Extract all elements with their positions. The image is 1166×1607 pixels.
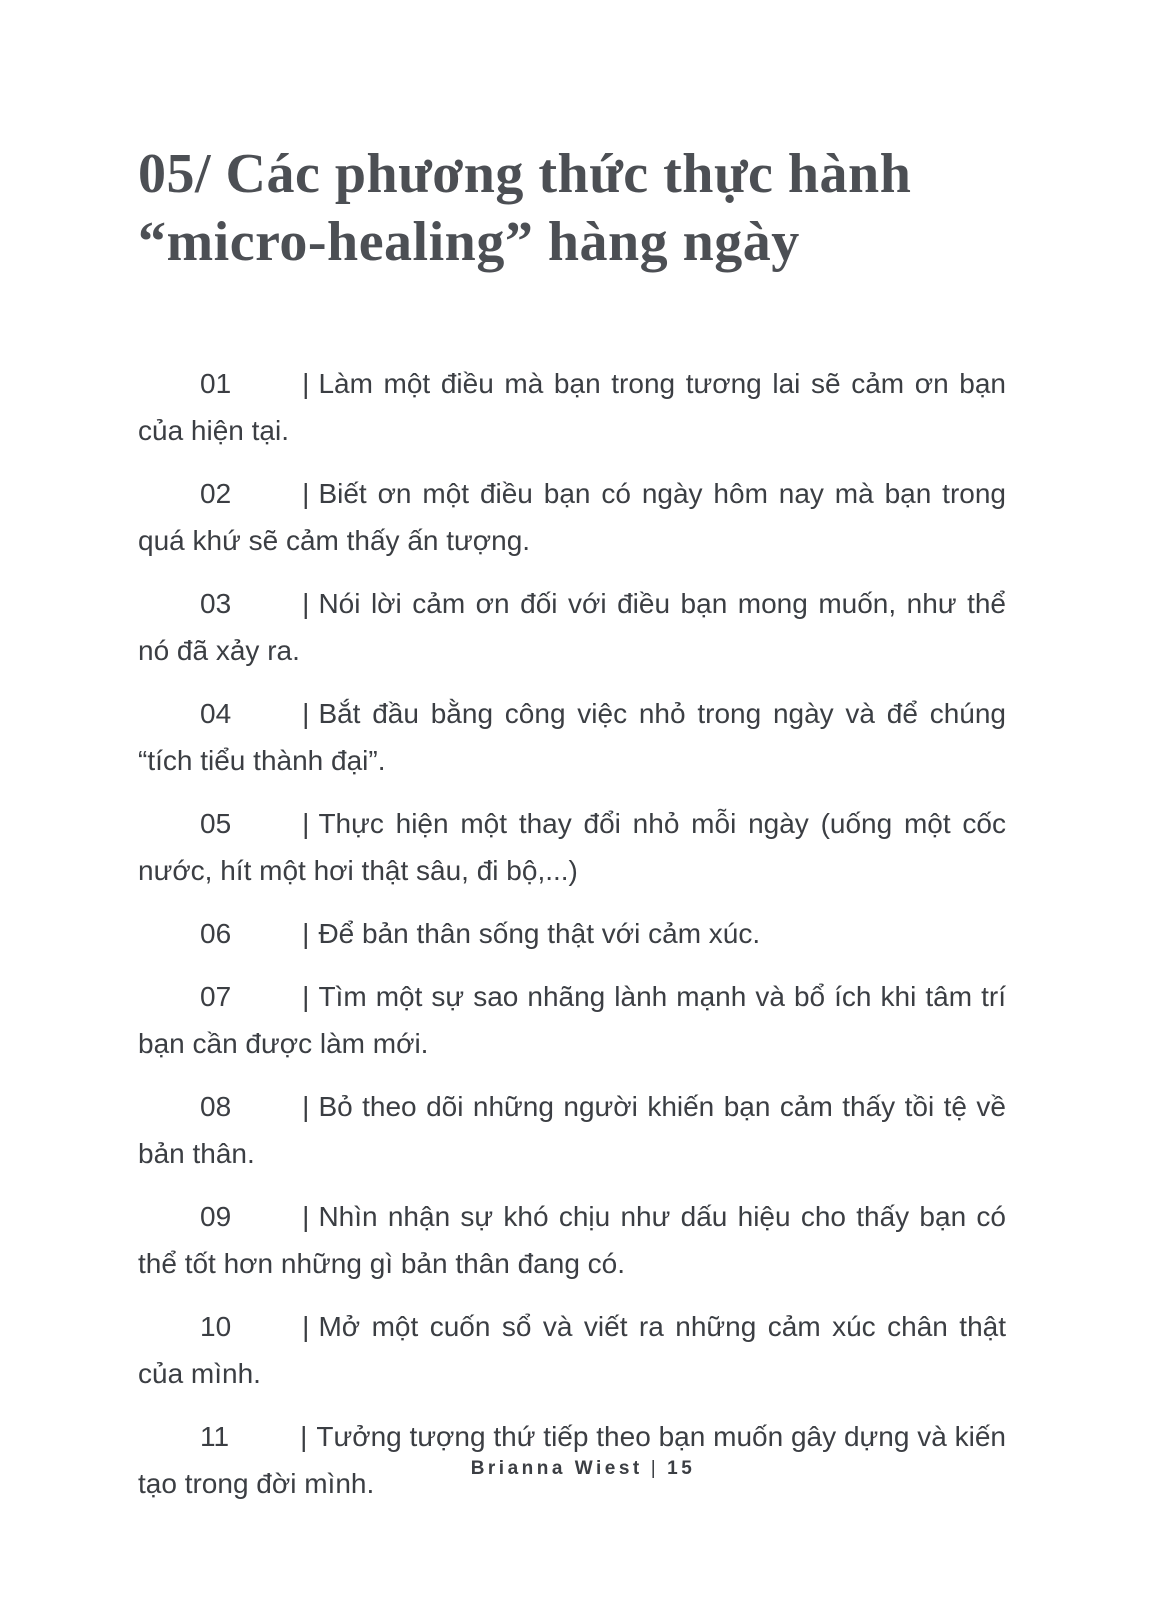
item-text: Thực hiện một thay đổi nhỏ mỗi ngày (uống một cốc nước, hít một hơi thật sâu, đi bộ,...) [138,808,1006,886]
item-separator: | [302,918,310,949]
list-item-05 [138,800,1006,894]
item-text: Nhìn nhận sự khó chịu như dấu hiệu cho thấy bạn có thể tốt hơn những gì bản thân đang có. [138,1201,1006,1279]
item-separator: | [302,1311,310,1342]
item-text: Để bản thân sống thật với cảm xúc. [318,918,761,949]
list-item-03 [138,580,1006,674]
chapter-title [138,140,1006,276]
item-text: Làm một điều mà bạn trong tương lai sẽ cảm ơn bạn của hiện tại. [138,368,1006,446]
list-item-08 [138,1083,1006,1177]
item-number: 05 [200,808,232,839]
list-item-04 [138,690,1006,784]
practice-list [138,360,1006,1507]
item-number: 09 [200,1201,232,1232]
item-number: 06 [200,918,232,949]
item-number: 02 [200,478,232,509]
item-separator: | [300,1421,308,1452]
item-text: Mở một cuốn sổ và viết ra những cảm xúc chân thật của mình. [138,1311,1006,1389]
list-item-09 [138,1193,1006,1287]
item-text: Bỏ theo dõi những người khiến bạn cảm thấy tồi tệ về bản thân. [138,1091,1006,1169]
list-item-10 [138,1303,1006,1397]
item-text: Bắt đầu bằng công việc nhỏ trong ngày và để chúng “tích tiểu thành đại”. [138,698,1006,776]
item-separator: | [302,981,310,1012]
item-number: 03 [200,588,232,619]
item-separator: | [302,588,310,619]
item-separator: | [302,478,310,509]
page-footer [0,1458,1166,1480]
chapter-title-line-1: 05/ Các phương thức thực hành [138,143,912,205]
footer-separator: | [650,1458,660,1479]
item-text: Tìm một sự sao nhãng lành mạnh và bổ ích khi tâm trí bạn cần được làm mới. [138,981,1006,1059]
list-item-02 [138,470,1006,564]
item-number: 07 [200,981,232,1012]
item-number: 08 [200,1091,232,1122]
chapter-title-line-2: “micro-healing” hàng ngày [138,211,800,273]
list-item-01 [138,360,1006,454]
author-name: Brianna Wiest [470,1458,643,1479]
item-text: Nói lời cảm ơn đối với điều bạn mong muốn, như thể nó đã xảy ra. [138,588,1006,666]
page-number: 15 [667,1458,696,1479]
item-number: 04 [200,698,232,729]
item-number: 01 [200,368,232,399]
item-separator: | [302,1201,310,1232]
item-separator: | [302,808,310,839]
item-number: 10 [200,1311,232,1342]
item-number: 11 [200,1421,230,1452]
item-text: Biết ơn một điều bạn có ngày hôm nay mà bạn trong quá khứ sẽ cảm thấy ấn tượng. [138,478,1006,556]
page-content [0,140,1166,1507]
item-separator: | [302,698,310,729]
item-separator: | [302,1091,310,1122]
list-item-06 [138,910,1006,957]
item-separator: | [302,368,310,399]
list-item-07 [138,973,1006,1067]
item-text: Tưởng tượng thứ tiếp theo bạn muốn gây dựng và kiến tạo trong đời mình. [138,1421,1006,1499]
